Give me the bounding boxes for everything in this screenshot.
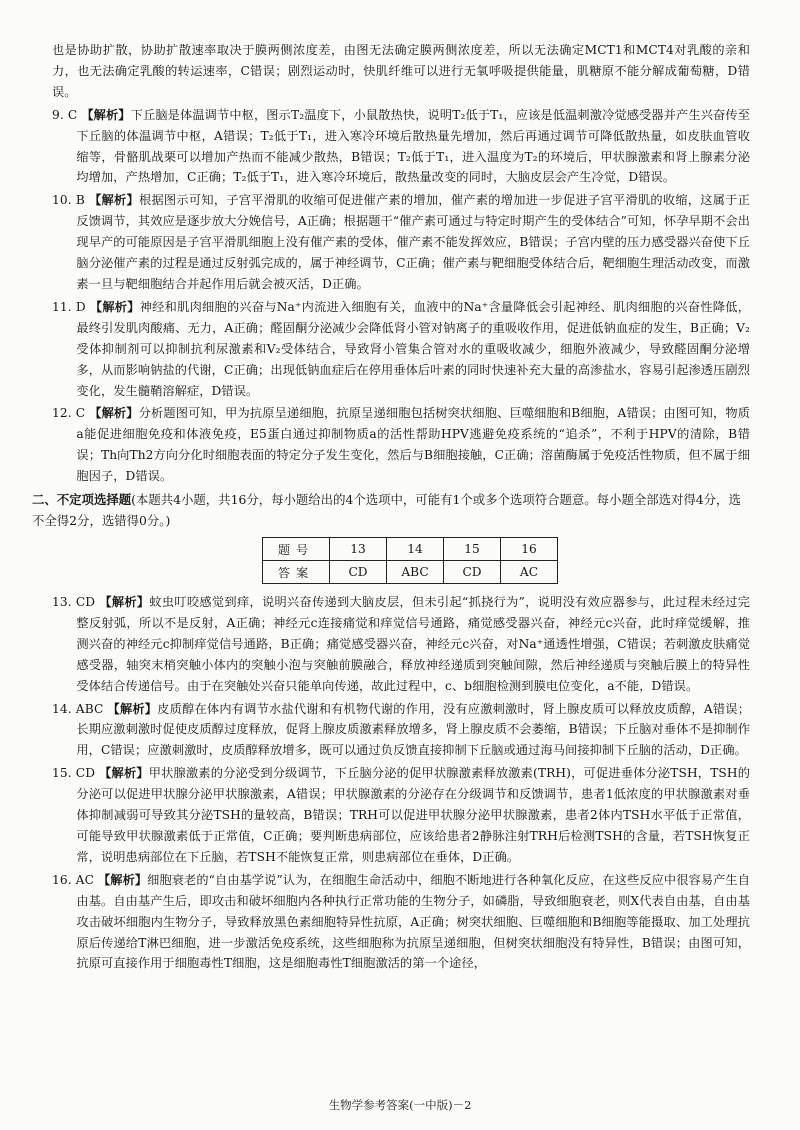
q16-text: 细胞衰老的“自由基学说”认为，在细胞生命活动中，细胞不断地进行各种氧化反应，在这些反应中很容易产生自由基。自由基产生后，即攻击和破坏细胞内各种执行正常功能的生物分子，如磷脂，导致细胞衰老，则X代表自由基，自由基攻击破坏细胞内生物分子，导致释放黑色素细胞特异性抗原，A正确；树突状细胞、巨噬细胞和B细胞等能摄取、加工处理抗原后传递给T淋巴细胞，进一步激活免疫系统，这些细胞称为抗原呈递细胞，但树突状细胞没有特异性，B错误；由图可知，抗原可直接作用于细胞毒性T细胞，这是细胞毒性T细胞激活的第一个途径， — [76, 872, 750, 971]
q14-number: 14. ABC — [52, 701, 104, 716]
answer-table-answer: CD — [330, 561, 387, 584]
paragraph-q8-continuation: 也是协助扩散，协助扩散速率取决于膜两侧浓度差，由图无法确定膜两侧浓度差，所以无法确定MCT1和MCT4对乳酸的亲和力，也无法确定乳酸的转运速率，C错误；剧烈运动时，快肌纤维可以进行无氧呼吸提供能量，肌糖原不能分解成葡萄糖，D错误。 — [52, 43, 750, 99]
answer-table-answer-row — [263, 561, 558, 584]
q9-number: 9. C — [52, 107, 78, 122]
q10-analysis-tag: 【解析】 — [89, 193, 139, 208]
q13-number: 13. CD — [52, 595, 96, 610]
q11-number: 11. D — [52, 299, 86, 314]
answer-table-number: 13 — [330, 538, 387, 561]
answer-table-answer: ABC — [387, 561, 444, 584]
answer-table-number: 14 — [387, 538, 444, 561]
q12-analysis-tag: 【解析】 — [89, 406, 139, 421]
q13-text: 蚊虫叮咬感觉到痒，说明兴奋传递到大脑皮层，但未引起“抓挠行为”，说明没有效应器参与，此过程未经过完整反射弧，所以不是反射，A正确；神经元c连接痛觉和痒觉信号通路，痛觉感受器兴奋，神经元c兴奋，此时痒觉缓解，推测兴奋的神经元c抑制痒觉信号通路，B正确；痛觉感受器兴奋，神经元c兴奋，对Na⁺通透性增强，C错误；若刺激皮肤痛觉感受器，轴突末梢突触小体内的突触小泡与突触前膜融合，释放神经递质到突触间隙，然后神经递质与突触后膜上的特异性受体结合传递信号。由于在突触处兴奋只能单向传递，故此过程中，c、b细胞检测到膜电位变化，a不能，D错误。 — [76, 595, 750, 693]
q15-text: 甲状腺激素的分泌受到分级调节，下丘脑分泌的促甲状腺激素释放激素(TRH)，可促进垂体分泌TSH，TSH的分泌可以促进甲状腺分泌甲状腺激素，A错误；甲状腺激素的分泌存在分级调节和反馈调节，患者1低浓度的甲状腺激素对垂体抑制减弱可导致其分泌TSH的量较高，B错误；TRH可以促进甲状腺分泌甲状腺激素，患者2体内TSH水平低于正常值，可能导致甲状腺激素低于正常值，C正确；要判断患病部位，应该给患者2静脉注射TRH后检测TSH的含量，若TSH恢复正常，说明患病部位在下丘脑，若TSH不能恢复正常，则患病部位在垂体，D正确。 — [76, 766, 750, 864]
answer-explanation-q11 — [52, 297, 750, 402]
answer-table-header-label: 题号 — [263, 538, 330, 561]
answer-explanation-q10 — [52, 190, 750, 295]
answer-table — [262, 537, 558, 584]
q14-text: 皮质醇在体内有调节水盐代谢和有机物代谢的作用，没有应激刺激时，肾上腺皮质可以释放皮质醇，A错误；长期应激刺激时促使皮质醇过度释放，促肾上腺皮质激素释放增多，肾上腺皮质不会萎缩，B错误；下丘脑对垂体不是抑制作用，C错误；应激刺激时，皮质醇释放增多，既可以通过负反馈直接抑制下丘脑或通过海马间接抑制下丘脑的活动，D正确。 — [76, 701, 750, 758]
answer-table-answer-label: 答案 — [263, 561, 330, 584]
answer-explanation-q13 — [52, 592, 750, 697]
q14-analysis-tag: 【解析】 — [107, 701, 158, 716]
answer-table-answer: CD — [444, 561, 501, 584]
q11-analysis-tag: 【解析】 — [89, 299, 140, 314]
section-title: 二、不定项选择题 — [32, 492, 132, 508]
answer-explanation-q16 — [52, 870, 750, 975]
answer-explanation-q12 — [52, 403, 750, 487]
q13-analysis-tag: 【解析】 — [99, 595, 150, 610]
q16-analysis-tag: 【解析】 — [97, 872, 148, 887]
q12-text: 分析题图可知，甲为抗原呈递细胞，抗原呈递细胞包括树突状细胞、巨噬细胞和B细胞，A错误；由图可知，物质a能促进细胞免疫和体液免疫，E5蛋白通过抑制物质a的活性帮助HPV逃避免疫系统的“追杀”，不利于HPV的清除，B错误；Th向Th2方向分化时细胞表面的特定分子发生变化，然后与B细胞接触，C正确；溶菌酶属于免疫活性物质，但不属于细胞因子，D错误。 — [76, 406, 750, 484]
answer-table-number: 15 — [444, 538, 501, 561]
answer-table-number: 16 — [501, 538, 558, 561]
answer-page — [32, 40, 751, 976]
q9-text: 下丘脑是体温调节中枢，图示T₂温度下，小鼠散热快，说明T₂低于T₁，应该是低温刺激冷觉感受器并产生兴奋传至下丘脑的体温调节中枢，A错误；T₂低于T₁，进入寒冷环境后散热量先增加，然后再通过调节可降低散热量，如皮肤血管收缩等，骨骼肌战栗可以增加产热而不能减少散热，B错误；T₂低于T₁，进入温度为T₂的环境后，甲状腺激素和肾上腺素分泌均增加，产热增加，C正确；T₂低于T₁，进入寒冷环境后，散热量改变的同时，大脑皮层会产生冷觉，D错误。 — [76, 107, 751, 185]
section-heading-multiple-choice — [32, 489, 750, 531]
answer-explanation-q9 — [52, 105, 750, 189]
q15-analysis-tag: 【解析】 — [99, 766, 149, 781]
q12-number: 12. C — [52, 406, 86, 421]
page-footer: 生物学参考答案(一中版)－2 — [328, 1098, 472, 1112]
answer-table-answer: AC — [501, 561, 558, 584]
q15-number: 15. CD — [52, 766, 96, 781]
answer-explanation-q14 — [52, 699, 750, 762]
section-description: (本题共4小题，共16分，每小题给出的4个选项中，可能有1个或多个选项符合题意。每小题全部选对得4分，选不全得2分，选错得0分。) — [32, 492, 741, 529]
q11-text: 神经和肌肉细胞的兴奋与Na⁺内流进入细胞有关，血液中的Na⁺含量降低会引起神经、肌肉细胞的兴奋性降低，最终引发肌肉酸痛、无力，A正确；醛固酮分泌减少会降低肾小管对钠离子的重吸收作用，促进低钠血症的发生，B正确；V₂受体抑制剂可以抑制抗利尿激素和V₂受体结合，导致肾小管集合管对水的重吸收减少，细胞外液减少，导致醛固酮分泌增多，从而影响钠盐的代谢，C正确；出现低钠血症后在停用垂体后叶素的同时快速补充大量的高渗盐水，容易引起渗透压剧烈变化，发生髓鞘溶解症，D错误。 — [76, 299, 750, 398]
q10-number: 10. B — [52, 193, 85, 208]
q16-number: 16. AC — [52, 872, 94, 887]
answer-table-header-row — [263, 538, 558, 561]
q9-analysis-tag: 【解析】 — [81, 107, 131, 122]
answer-explanation-q15 — [52, 763, 750, 868]
q10-text: 根据图示可知，子宫平滑肌的收缩可促进催产素的增加，催产素的增加进一步促进子宫平滑肌的收缩，这属于正反馈调节，其效应是逐步放大分娩信号，A正确；根据题干“催产素可通过与特定时期产生的受体结合”可知，怀孕早期不会出现早产的可能原因是子宫平滑肌细胞上没有催产素的受体，催产素不能发挥效应，B错误；子宫内壁的压力感受器兴奋使下丘脑分泌催产素的过程是通过反射弧完成的，属于神经调节，C正确；催产素与靶细胞受体结合后，靶细胞生理活动改变，而激素一旦与靶细胞结合并起作用后就会被灭活，D正确。 — [76, 193, 751, 291]
